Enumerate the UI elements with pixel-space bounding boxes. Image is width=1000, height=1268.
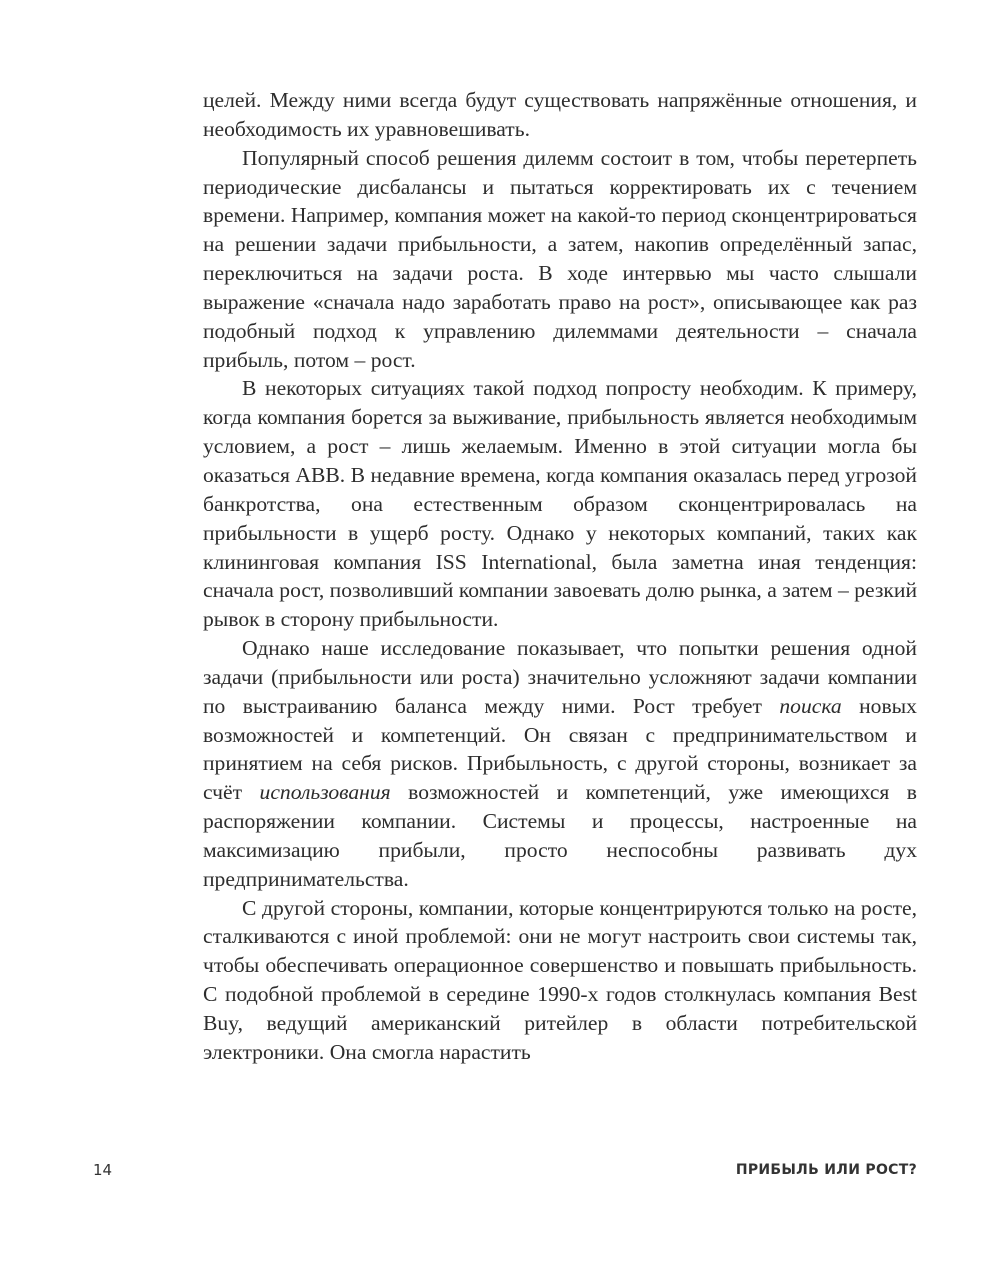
paragraph-4-segment: новых возможностей и компетенций. Он связан с предпринимательством и принятием на себя рисков. Прибыльность, с другой стороны, возникает за счёт — [203, 693, 917, 805]
paragraph-4-segment: возможностей и компетенций, уже имеющихся в распоряжении компании. Системы и процессы, настроенные на максимизацию прибыли, просто неспособны развивать дух предпринимательства. — [203, 780, 917, 891]
emphasis-use: использования — [259, 780, 391, 805]
page-number: 14 — [93, 1161, 113, 1179]
running-title: ПРИБЫЛЬ ИЛИ РОСТ? — [735, 1162, 917, 1178]
paragraph-4-segment: Однако наше исследование показывает, что попытки решения одной задачи (прибыльности или роста) значительно усложняют задачи компании по выстраиванию баланса между ними. Рост требует — [203, 636, 917, 718]
paragraph-1: целей. Между ними всегда будут существовать напряжённые отношения, и необходимость их уравновешивать. — [203, 88, 917, 141]
paragraph-5: С другой стороны, компании, которые концентрируются только на росте, сталкиваются с иной проблемой: они не могут настроить свои системы так, чтобы обеспечивать операционное совершенство и повышать прибыльность. С подобной проблемой в середине 1990-х годов столкнулась компания Best Buy, ведущий американский ритейлер в области потребительской электроники. Она смогла нарастить — [203, 895, 917, 1064]
paragraph-3: В некоторых ситуациях такой подход попросту необходим. К примеру, когда компания борется за выживание, прибыльность является необходимым условием, а рост – лишь желаемым. Именно в этой ситуации могла бы оказаться ABB. В недавние времена, когда компания оказалась перед угрозой банкротства, она естественным образом сконцентрировалась на прибыльности в ущерб росту. Однако у некоторых компаний, таких как клининговая компания ISS International, была заметна иная тенденция: сначала рост, позволивший компании завоевать долю рынка, а затем – резкий рывок в сторону прибыльности. — [203, 376, 917, 632]
emphasis-search: поиска — [779, 693, 842, 718]
body-text — [203, 86, 917, 1067]
paragraph-4 — [203, 634, 917, 894]
paragraph-2: Популярный способ решения дилемм состоит в том, чтобы перетерпеть периодические дисбалансы и пытаться корректировать их с течением времени. Например, компания может на какой-то период сконцентрироваться на решении задачи прибыльности, а затем, накопив определённый запас, переключиться на задачи роста. В ходе интервью мы часто слышали выражение «сначала надо заработать право на рост», описывающее как раз подобный подход к управлению дилеммами деятельности – сначала прибыль, потом – рост. — [203, 145, 917, 372]
